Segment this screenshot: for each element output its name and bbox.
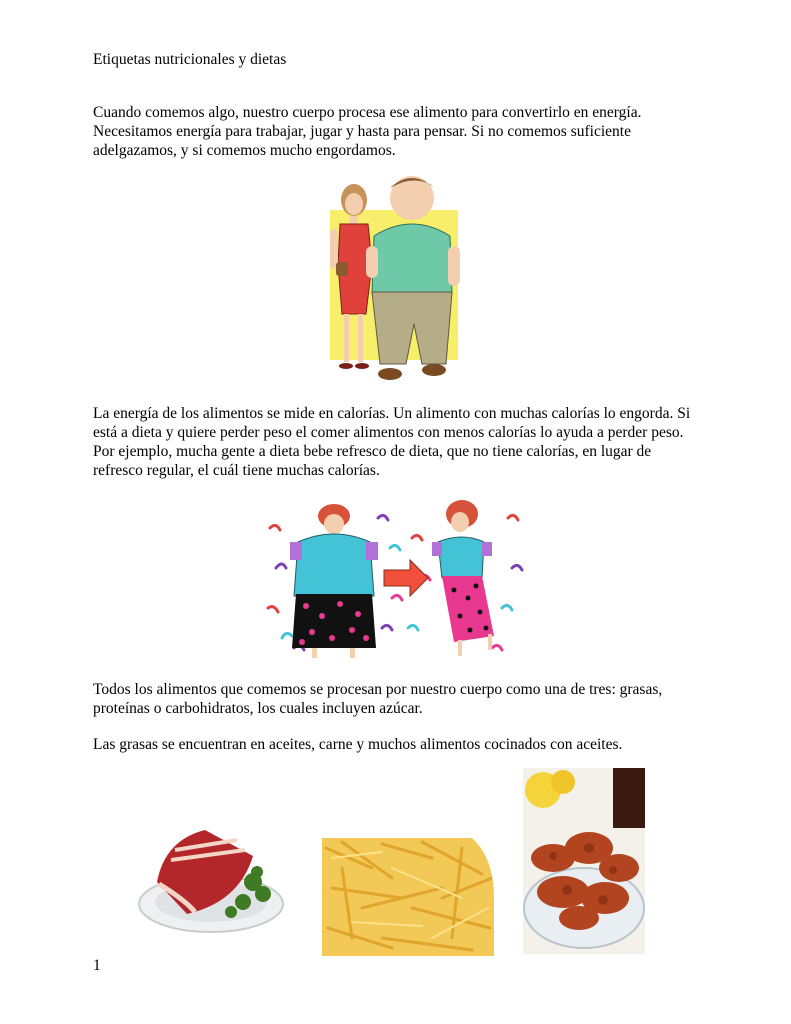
diet-illustration xyxy=(262,498,528,663)
text-line: Necesitamos energía para trabajar, jugar y hasta para pensar. Si no comemos suficiente xyxy=(93,123,631,140)
page-number: 1 xyxy=(93,957,101,974)
meat-photo xyxy=(135,820,285,940)
couple-illustration xyxy=(322,174,462,389)
text-line: está a dieta y quiere perder peso el comer alimentos con menos calorías lo ayuda a perder peso. xyxy=(93,424,684,441)
paragraph-calories xyxy=(93,404,713,480)
paragraph-fats: Las grasas se encuentran en aceites, carne y muchos alimentos cocinados con aceites. xyxy=(93,736,623,753)
paragraph-intro xyxy=(93,103,713,160)
page-title: Etiquetas nutricionales y dietas xyxy=(93,51,287,68)
paragraph-macronutrients xyxy=(93,680,713,718)
text-line: Cuando comemos algo, nuestro cuerpo procesa ese alimento para convertirlo en energía. xyxy=(93,104,642,121)
text-line: La energía de los alimentos se mide en calorías. Un alimento con muchas calorías lo engorda. Si xyxy=(93,405,691,422)
chicken-wings-photo xyxy=(523,768,645,954)
text-line: adelgazamos, y si comemos mucho engordamos. xyxy=(93,142,396,159)
text-line: refresco regular, el cuál tiene muchas calorías. xyxy=(93,462,380,479)
fries-photo xyxy=(322,838,494,956)
text-line: Todos los alimentos que comemos se procesan por nuestro cuerpo como una de tres: grasas, xyxy=(93,681,663,698)
text-line: proteínas o carbohidratos, los cuales incluyen azúcar. xyxy=(93,700,423,717)
text-line: Por ejemplo, mucha gente a dieta bebe refresco de dieta, que no tiene calorías, en lugar de xyxy=(93,443,652,460)
